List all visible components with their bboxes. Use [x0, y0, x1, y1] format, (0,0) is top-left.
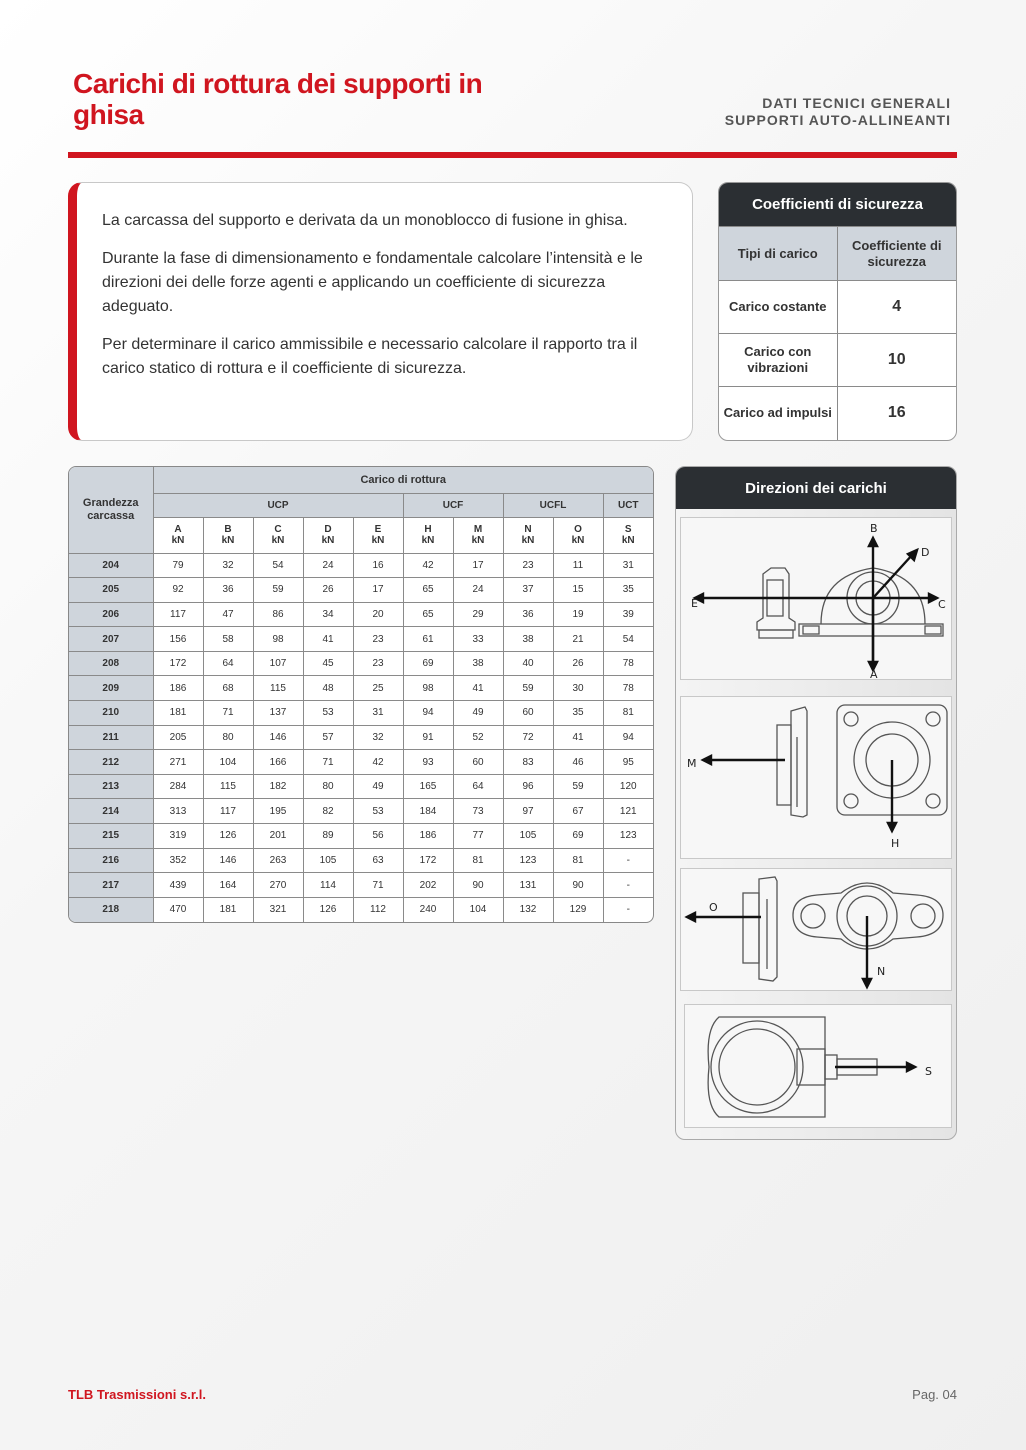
- value-cell: 202: [403, 873, 453, 898]
- size-cell: 217: [69, 873, 153, 898]
- table-row: [69, 725, 653, 750]
- value-cell: 58: [203, 627, 253, 652]
- label-s: S: [925, 1065, 932, 1078]
- value-cell: 19: [553, 602, 603, 627]
- table-row: [69, 848, 653, 873]
- value-cell: 91: [403, 725, 453, 750]
- value-cell: 59: [253, 578, 303, 603]
- value-cell: 165: [403, 774, 453, 799]
- value-cell: 83: [503, 750, 553, 775]
- value-cell: 78: [603, 651, 653, 676]
- value-cell: 271: [153, 750, 203, 775]
- value-cell: 205: [153, 725, 203, 750]
- value-cell: 82: [303, 799, 353, 824]
- value-cell: 49: [453, 701, 503, 726]
- value-cell: 97: [503, 799, 553, 824]
- coef-type: Carico ad impulsi: [719, 387, 837, 440]
- size-cell: 218: [69, 897, 153, 922]
- column-unit: kN: [521, 535, 535, 546]
- size-cell: 213: [69, 774, 153, 799]
- value-cell: 270: [253, 873, 303, 898]
- column-letter: D: [324, 524, 332, 535]
- value-cell: 29: [453, 602, 503, 627]
- table-body: [69, 553, 653, 922]
- value-cell: 23: [353, 651, 403, 676]
- column-header-c: [253, 517, 303, 553]
- safety-coefficients-title: Coefficienti di sicurezza: [719, 183, 956, 226]
- header-divider: [68, 152, 957, 158]
- value-cell: 86: [253, 602, 303, 627]
- value-cell: -: [603, 897, 653, 922]
- value-cell: 39: [603, 602, 653, 627]
- intro-paragraph-2: Durante la fase di dimensionamento e fondamentale calcolare l’intensità e le direzioni dei delle forze agenti e applicando un coefficiente di sicurezza adeguato.: [102, 250, 643, 315]
- value-cell: 68: [203, 676, 253, 701]
- value-cell: 126: [203, 824, 253, 849]
- value-cell: 34: [303, 602, 353, 627]
- coef-header-value: Coefficiente di sicurezza: [837, 227, 956, 281]
- value-cell: 104: [453, 897, 503, 922]
- column-letter: O: [574, 524, 582, 535]
- value-cell: 23: [503, 553, 553, 578]
- column-unit: kN: [371, 535, 385, 546]
- intro-paragraph-1: La carcassa del supporto e derivata da un monoblocco di fusione in ghisa.: [102, 212, 628, 229]
- label-e: E: [691, 597, 698, 610]
- column-letter: C: [274, 524, 282, 535]
- value-cell: 181: [203, 897, 253, 922]
- value-cell: 11: [553, 553, 603, 578]
- coef-type: Carico con vibrazioni: [719, 334, 837, 387]
- column-header-n: [503, 517, 553, 553]
- value-cell: 77: [453, 824, 503, 849]
- size-cell: 215: [69, 824, 153, 849]
- size-cell: 208: [69, 651, 153, 676]
- table-row: [69, 824, 653, 849]
- value-cell: 117: [153, 602, 203, 627]
- value-cell: 94: [403, 701, 453, 726]
- column-unit: kN: [171, 535, 185, 546]
- value-cell: 98: [403, 676, 453, 701]
- value-cell: 137: [253, 701, 303, 726]
- value-cell: 146: [253, 725, 303, 750]
- table-row: [69, 774, 653, 799]
- value-cell: 313: [153, 799, 203, 824]
- value-cell: 65: [403, 578, 453, 603]
- size-cell: 209: [69, 676, 153, 701]
- value-cell: 73: [453, 799, 503, 824]
- table-row: [69, 701, 653, 726]
- column-unit: kN: [221, 535, 235, 546]
- value-cell: 80: [203, 725, 253, 750]
- value-cell: 81: [453, 848, 503, 873]
- value-cell: 352: [153, 848, 203, 873]
- family-header-ucf: UCF: [403, 493, 503, 517]
- diagram-ucfl-drawing: [681, 869, 952, 991]
- value-cell: 20: [353, 602, 403, 627]
- value-cell: 81: [603, 701, 653, 726]
- table-row: [69, 627, 653, 652]
- value-cell: 89: [303, 824, 353, 849]
- column-header-m: [453, 517, 503, 553]
- value-cell: 117: [203, 799, 253, 824]
- safety-coefficients-table: [718, 182, 957, 441]
- coef-type: Carico costante: [719, 281, 837, 334]
- load-directions-panel: [675, 466, 957, 1140]
- section-heading-line2: SUPPORTI AUTO-ALLINEANTI: [724, 112, 951, 128]
- value-cell: 129: [553, 897, 603, 922]
- value-cell: 16: [353, 553, 403, 578]
- value-cell: 49: [353, 774, 403, 799]
- value-cell: 38: [453, 651, 503, 676]
- value-cell: 31: [603, 553, 653, 578]
- coef-value: 16: [837, 387, 956, 440]
- value-cell: 36: [203, 578, 253, 603]
- value-cell: 69: [553, 824, 603, 849]
- value-cell: 17: [353, 578, 403, 603]
- family-header-uct: UCT: [603, 493, 653, 517]
- column-unit: kN: [571, 535, 585, 546]
- value-cell: 38: [503, 627, 553, 652]
- size-cell: 204: [69, 553, 153, 578]
- coef-value: 10: [837, 334, 956, 387]
- value-cell: 121: [603, 799, 653, 824]
- value-cell: 98: [253, 627, 303, 652]
- value-cell: 54: [253, 553, 303, 578]
- table-row: [69, 676, 653, 701]
- value-cell: 263: [253, 848, 303, 873]
- value-cell: 26: [303, 578, 353, 603]
- value-cell: 31: [353, 701, 403, 726]
- label-d: D: [921, 546, 930, 559]
- value-cell: 92: [153, 578, 203, 603]
- table-row: [69, 873, 653, 898]
- diagram-ucf: [680, 696, 952, 859]
- value-cell: 182: [253, 774, 303, 799]
- column-unit: kN: [621, 535, 635, 546]
- size-cell: 207: [69, 627, 153, 652]
- footer-company: TLB Trasmissioni s.r.l.: [68, 1387, 206, 1402]
- value-cell: 52: [453, 725, 503, 750]
- value-cell: 80: [303, 774, 353, 799]
- size-header: [69, 467, 153, 553]
- table-row: [69, 750, 653, 775]
- value-cell: 30: [553, 676, 603, 701]
- value-cell: 95: [603, 750, 653, 775]
- coef-row: [719, 334, 956, 387]
- label-m: M: [687, 757, 697, 770]
- value-cell: 42: [353, 750, 403, 775]
- diagram-ucfl: [680, 868, 952, 991]
- column-header-h: [403, 517, 453, 553]
- diagram-ucf-drawing: [681, 697, 952, 859]
- size-header-line2: carcassa: [87, 509, 135, 522]
- size-cell: 210: [69, 701, 153, 726]
- value-cell: 59: [503, 676, 553, 701]
- intro-box: [68, 182, 693, 441]
- value-cell: 105: [303, 848, 353, 873]
- value-cell: 60: [503, 701, 553, 726]
- value-cell: 40: [503, 651, 553, 676]
- value-cell: 32: [353, 725, 403, 750]
- value-cell: 45: [303, 651, 353, 676]
- value-cell: 166: [253, 750, 303, 775]
- value-cell: 195: [253, 799, 303, 824]
- column-letter: H: [424, 524, 432, 535]
- value-cell: 71: [303, 750, 353, 775]
- value-cell: 81: [553, 848, 603, 873]
- table-row: [69, 578, 653, 603]
- value-cell: 186: [153, 676, 203, 701]
- value-cell: 96: [503, 774, 553, 799]
- value-cell: 93: [403, 750, 453, 775]
- value-cell: 48: [303, 676, 353, 701]
- family-header-ucp: UCP: [153, 493, 403, 517]
- value-cell: 35: [603, 578, 653, 603]
- value-cell: 123: [603, 824, 653, 849]
- value-cell: 42: [403, 553, 453, 578]
- value-cell: 78: [603, 676, 653, 701]
- size-cell: 216: [69, 848, 153, 873]
- column-header-row: [69, 517, 653, 553]
- value-cell: 90: [553, 873, 603, 898]
- value-cell: 107: [253, 651, 303, 676]
- label-b: B: [870, 522, 878, 535]
- value-cell: 65: [403, 602, 453, 627]
- value-cell: 71: [353, 873, 403, 898]
- value-cell: 15: [553, 578, 603, 603]
- value-cell: 284: [153, 774, 203, 799]
- size-cell: 212: [69, 750, 153, 775]
- size-cell: 211: [69, 725, 153, 750]
- value-cell: 181: [153, 701, 203, 726]
- size-cell: 206: [69, 602, 153, 627]
- value-cell: 115: [253, 676, 303, 701]
- value-cell: 24: [453, 578, 503, 603]
- value-cell: 172: [153, 651, 203, 676]
- coef-value: 4: [837, 281, 956, 334]
- value-cell: 112: [353, 897, 403, 922]
- label-a: A: [870, 668, 878, 680]
- breaking-load-table: [68, 466, 654, 923]
- value-cell: 126: [303, 897, 353, 922]
- column-letter: B: [224, 524, 232, 535]
- value-cell: 41: [453, 676, 503, 701]
- column-unit: kN: [421, 535, 435, 546]
- page-title: Carichi di rottura dei supporti in ghisa: [73, 68, 483, 130]
- value-cell: 33: [453, 627, 503, 652]
- value-cell: 41: [303, 627, 353, 652]
- table-row: [69, 602, 653, 627]
- value-cell: 321: [253, 897, 303, 922]
- value-cell: 35: [553, 701, 603, 726]
- column-unit: kN: [321, 535, 335, 546]
- label-c: C: [938, 598, 946, 611]
- column-letter: N: [524, 524, 532, 535]
- value-cell: 37: [503, 578, 553, 603]
- label-o: O: [709, 901, 718, 914]
- table-row: [69, 553, 653, 578]
- column-letter: S: [624, 524, 632, 535]
- value-cell: 72: [503, 725, 553, 750]
- value-cell: 61: [403, 627, 453, 652]
- value-cell: 24: [303, 553, 353, 578]
- value-cell: 114: [303, 873, 353, 898]
- label-n: N: [877, 965, 886, 978]
- column-header-d: [303, 517, 353, 553]
- label-h: H: [891, 837, 900, 850]
- value-cell: 26: [553, 651, 603, 676]
- value-cell: 439: [153, 873, 203, 898]
- value-cell: 67: [553, 799, 603, 824]
- table-row: [69, 799, 653, 824]
- diagram-uct: [684, 1004, 952, 1128]
- value-cell: 54: [603, 627, 653, 652]
- value-cell: 32: [203, 553, 253, 578]
- value-cell: 319: [153, 824, 203, 849]
- column-header-s: [603, 517, 653, 553]
- value-cell: 23: [353, 627, 403, 652]
- column-header-o: [553, 517, 603, 553]
- coef-row: [719, 281, 956, 334]
- section-heading-line1: DATI TECNICI GENERALI: [762, 95, 951, 111]
- size-header-line1: Grandezza: [82, 496, 139, 509]
- value-cell: 64: [203, 651, 253, 676]
- value-cell: 201: [253, 824, 303, 849]
- table-row: [69, 651, 653, 676]
- intro-paragraph-3: Per determinare il carico ammissibile e necessario calcolare il rapporto tra il carico statico di rottura e il coefficiente di sicurezza.: [102, 336, 638, 377]
- column-letter: E: [374, 524, 382, 535]
- value-cell: 115: [203, 774, 253, 799]
- load-directions-title: Direzioni dei carichi: [676, 467, 956, 509]
- column-header-a: [153, 517, 203, 553]
- value-cell: 186: [403, 824, 453, 849]
- value-cell: 104: [203, 750, 253, 775]
- value-cell: 41: [553, 725, 603, 750]
- value-cell: 131: [503, 873, 553, 898]
- value-cell: 470: [153, 897, 203, 922]
- column-unit: kN: [271, 535, 285, 546]
- value-cell: 146: [203, 848, 253, 873]
- value-cell: 90: [453, 873, 503, 898]
- value-cell: 69: [403, 651, 453, 676]
- value-cell: 94: [603, 725, 653, 750]
- diagram-ucp: [680, 517, 952, 680]
- section-heading: [725, 95, 951, 129]
- value-cell: -: [603, 848, 653, 873]
- column-header-e: [353, 517, 403, 553]
- coef-header-type: Tipi di carico: [719, 227, 837, 281]
- value-cell: 21: [553, 627, 603, 652]
- value-cell: 172: [403, 848, 453, 873]
- group-header: Carico di rottura: [153, 467, 653, 493]
- value-cell: 164: [203, 873, 253, 898]
- value-cell: 63: [353, 848, 403, 873]
- value-cell: 64: [453, 774, 503, 799]
- value-cell: 123: [503, 848, 553, 873]
- value-cell: 59: [553, 774, 603, 799]
- footer-page-number: Pag. 04: [912, 1387, 957, 1402]
- size-cell: 205: [69, 578, 153, 603]
- value-cell: 71: [203, 701, 253, 726]
- value-cell: 53: [353, 799, 403, 824]
- column-letter: M: [473, 524, 483, 535]
- value-cell: 156: [153, 627, 203, 652]
- table-row: [69, 897, 653, 922]
- diagram-ucp-drawing: [681, 518, 952, 680]
- value-cell: 240: [403, 897, 453, 922]
- value-cell: 184: [403, 799, 453, 824]
- column-letter: A: [174, 524, 182, 535]
- family-header-ucfl: UCFL: [503, 493, 603, 517]
- value-cell: -: [603, 873, 653, 898]
- diagram-uct-drawing: [685, 1005, 952, 1128]
- value-cell: 132: [503, 897, 553, 922]
- value-cell: 105: [503, 824, 553, 849]
- value-cell: 36: [503, 602, 553, 627]
- value-cell: 57: [303, 725, 353, 750]
- coef-row: [719, 387, 956, 440]
- value-cell: 25: [353, 676, 403, 701]
- value-cell: 79: [153, 553, 203, 578]
- value-cell: 120: [603, 774, 653, 799]
- value-cell: 47: [203, 602, 253, 627]
- value-cell: 56: [353, 824, 403, 849]
- value-cell: 53: [303, 701, 353, 726]
- value-cell: 46: [553, 750, 603, 775]
- column-header-b: [203, 517, 253, 553]
- column-unit: kN: [471, 535, 485, 546]
- value-cell: 60: [453, 750, 503, 775]
- value-cell: 17: [453, 553, 503, 578]
- size-cell: 214: [69, 799, 153, 824]
